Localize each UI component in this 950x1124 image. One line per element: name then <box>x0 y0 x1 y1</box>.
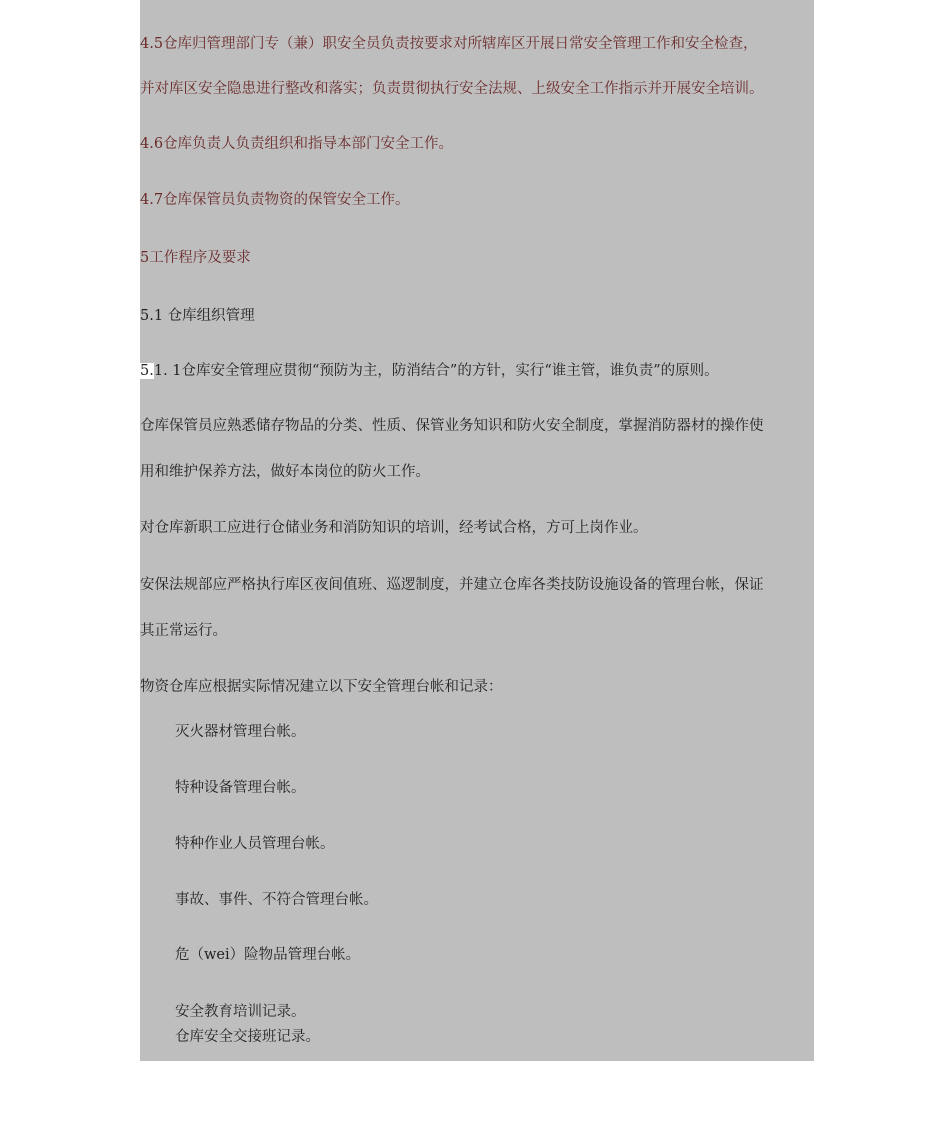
section-5-heading: 5工作程序及要求 <box>140 250 251 266</box>
keeper-duty-line-1: 仓库保管员应熟悉储存物品的分类、性质、保管业务知识和防火安全制度，掌握消防器材的操作使 <box>140 418 764 434</box>
new-staff-training: 对仓库新职工应进行仓储业务和消防知识的培训，经考试合格，方可上岗作业。 <box>140 520 648 536</box>
clause-4-5-line-2: 并对库区安全隐患进行整改和落实；负责贯彻执行安全法规、上级安全工作指示并开展安全培训。 <box>140 81 764 97</box>
clause-5-1-1 <box>140 361 719 381</box>
records-intro: 物资仓库应根据实际情况建立以下安全管理台帐和记录： <box>140 679 503 695</box>
clause-4-6: 4.6仓库负责人负责组织和指导本部门安全工作。 <box>140 136 454 152</box>
security-duty-line-1: 安保法规部应严格执行库区夜间值班、巡逻制度，并建立仓库各类技防设施设备的管理台帐，保证 <box>140 577 764 593</box>
record-item: 事故、事件、不符合管理台帐。 <box>175 892 378 908</box>
record-item: 安全教育培训记录。 <box>175 1004 306 1020</box>
record-item: 灭火器材管理台帐。 <box>175 724 306 740</box>
section-5-1-heading: 5.1 仓库组织管理 <box>140 308 255 324</box>
security-duty-line-2: 其正常运行。 <box>140 623 227 639</box>
clause-4-7: 4.7仓库保管员负责物资的保管安全工作。 <box>140 192 410 208</box>
clause-5-1-1-text: 1. 1仓库安全管理应贯彻“预防为主，防消结合”的方针，实行“谁主管，谁负责”的原则。 <box>153 363 719 379</box>
keeper-duty-line-2: 用和维护保养方法，做好本岗位的防火工作。 <box>140 464 430 480</box>
record-item: 仓库安全交接班记录。 <box>175 1029 320 1045</box>
record-item: 特种作业人员管理台帐。 <box>175 836 335 852</box>
clause-4-5-line-1: 4.5仓库归管理部门专（兼）职安全员负责按要求对所辖库区开展日常安全管理工作和安全检查， <box>140 36 758 52</box>
text-selection-highlight[interactable]: 5. <box>140 363 154 379</box>
record-item: 危（wei）险物品管理台帐。 <box>175 947 361 963</box>
record-item: 特种设备管理台帐。 <box>175 780 306 796</box>
